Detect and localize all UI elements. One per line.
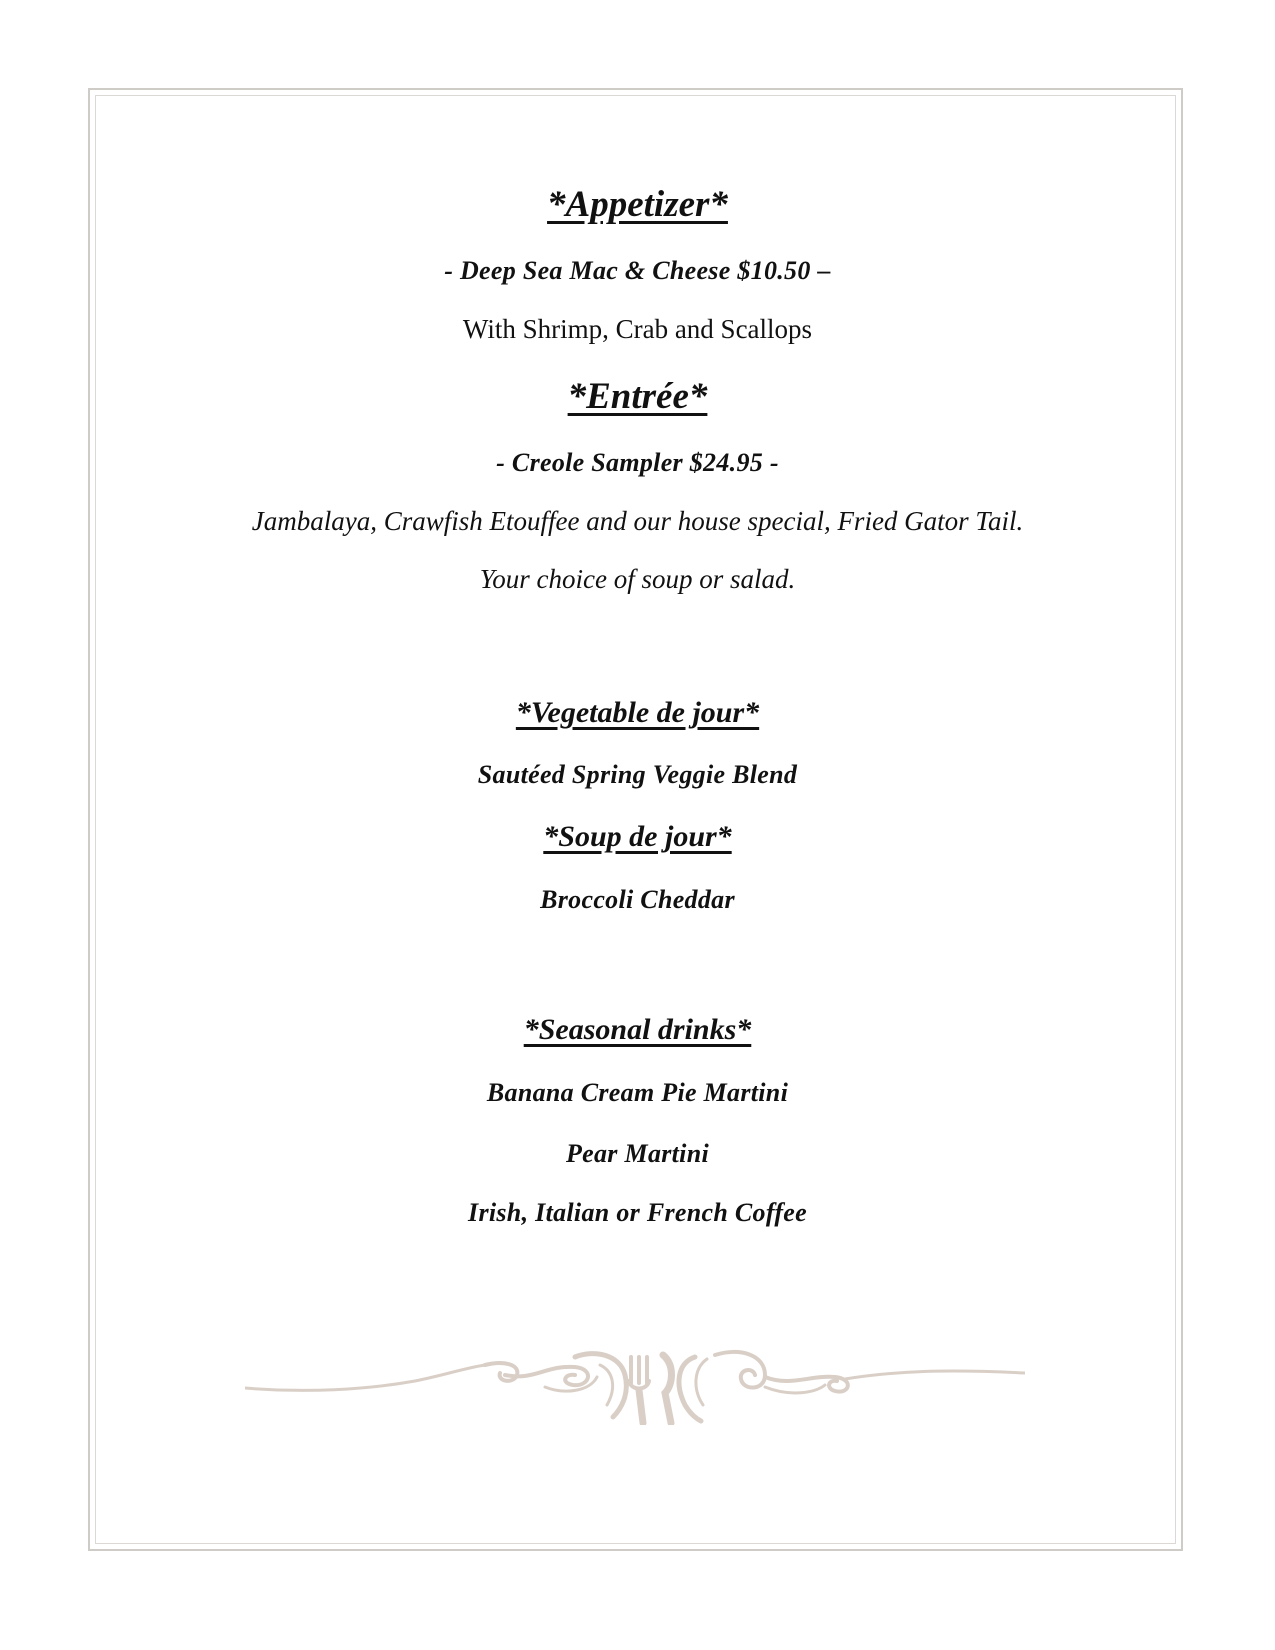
fork-knife-flourish-icon xyxy=(245,1335,1025,1425)
drinks-heading: *Seasonal drinks* xyxy=(523,1013,752,1046)
soup-item: Broccoli Cheddar xyxy=(540,885,735,914)
entree-heading: *Entrée* xyxy=(567,376,708,417)
appetizer-description: With Shrimp, Crab and Scallops xyxy=(462,314,813,344)
drinks-item: Banana Cream Pie Martini xyxy=(486,1078,789,1107)
entree-item: - Creole Sampler $24.95 - xyxy=(496,448,779,477)
vegetable-item: Sautéed Spring Veggie Blend xyxy=(477,760,798,789)
drinks-item: Pear Martini xyxy=(565,1139,709,1168)
appetizer-item: - Deep Sea Mac & Cheese $10.50 – xyxy=(444,256,831,285)
vegetable-heading: *Vegetable de jour* xyxy=(515,696,760,729)
soup-heading: *Soup de jour* xyxy=(543,820,732,853)
appetizer-heading: *Appetizer* xyxy=(547,184,728,225)
entree-description: Jambalaya, Crawfish Etouffee and our house special, Fried Gator Tail. xyxy=(251,506,1024,536)
entree-note: Your choice of soup or salad. xyxy=(479,564,796,594)
drinks-item: Irish, Italian or French Coffee xyxy=(468,1198,807,1227)
